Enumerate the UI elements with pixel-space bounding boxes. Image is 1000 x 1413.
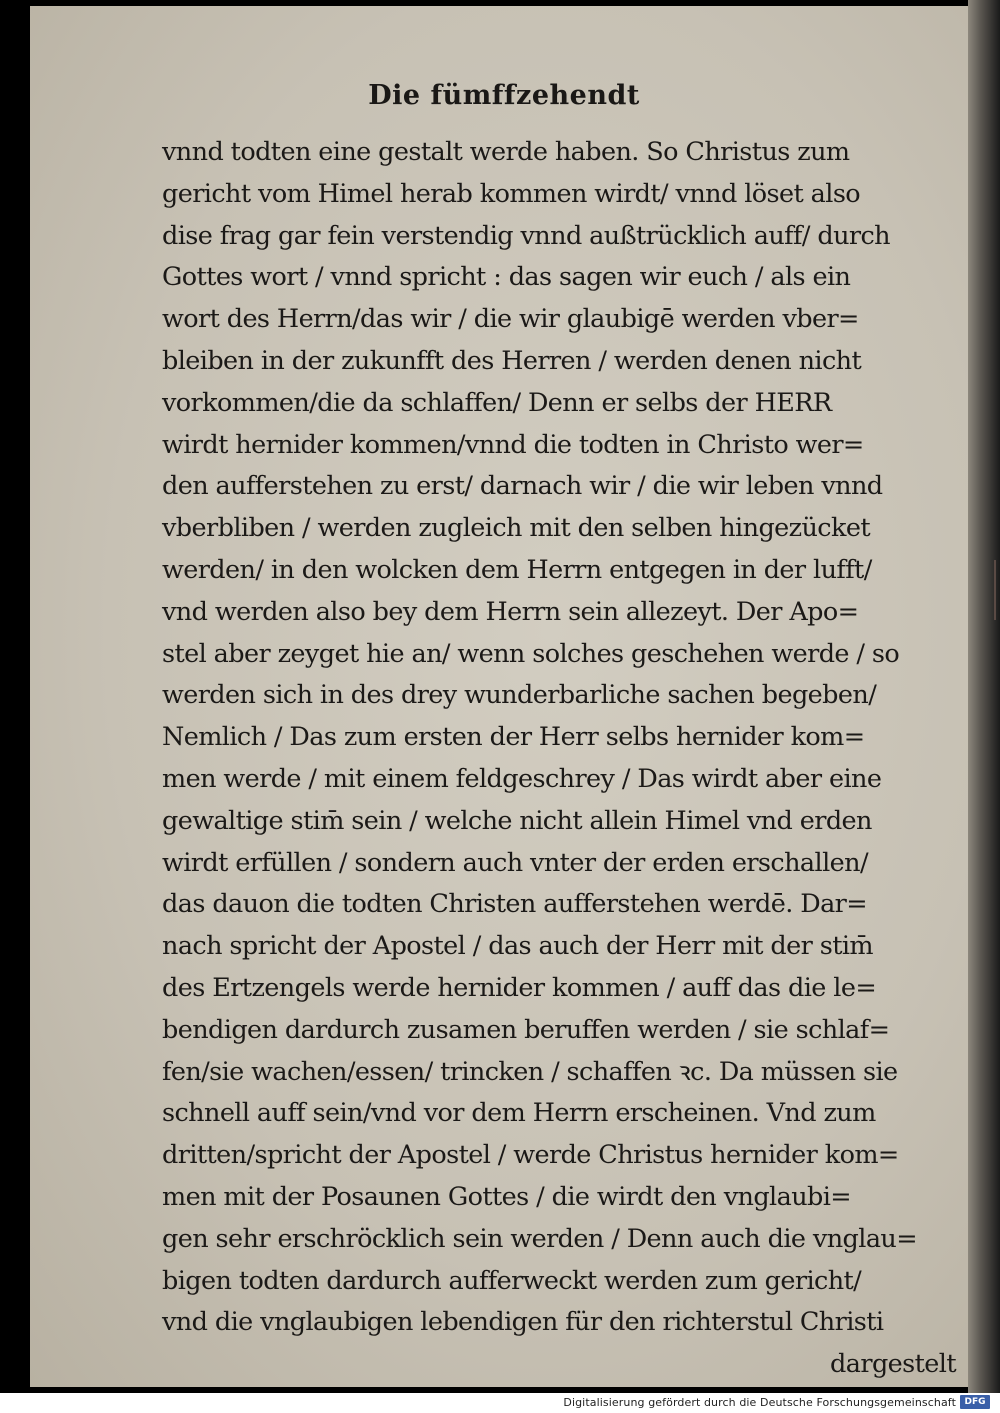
text-line: wirdt erfüllen / sondern auch vnter der erden erschallen/ bbox=[162, 847, 868, 878]
text-line: Nemlich / Das zum ersten der Herr selbs hernider kom= bbox=[162, 722, 865, 753]
text-line: vberbliben / werden zugleich mit den selben hingezücket bbox=[162, 513, 870, 544]
text-line: dritten/spricht der Apostel / werde Christus hernider kom= bbox=[162, 1140, 899, 1171]
text-line: men werde / mit einem feldgeschrey / Das wirdt aber eine bbox=[162, 763, 882, 794]
text-line: nach spricht der Apostel / das auch der Herr mit der stim̄ bbox=[162, 931, 873, 962]
text-line: den aufferstehen zu erst/ darnach wir / die wir leben vnnd bbox=[162, 471, 883, 502]
text-line: werden/ in den wolcken dem Herrn entgegen in der lufft/ bbox=[162, 554, 872, 585]
text-line: Gottes wort / vnnd spricht : das sagen wir euch / als ein bbox=[162, 262, 851, 293]
text-line: das dauon die todten Christen aufferstehen werdē. Dar= bbox=[162, 889, 868, 920]
body-text bbox=[162, 132, 956, 1386]
text-line: dise frag gar fein verstendig vnnd außtrücklich auff/ durch bbox=[162, 220, 890, 251]
text-line: vnd die vnglaubigen lebendigen für den richterstul Christi bbox=[162, 1307, 884, 1338]
page-header: Die fümffzehendt bbox=[368, 80, 640, 111]
text-line: wort des Herrn/das wir / die wir glaubigē werden vber= bbox=[162, 304, 859, 335]
text-line: schnell auff sein/vnd vor dem Herrn erscheinen. Vnd zum bbox=[162, 1098, 876, 1129]
text-line: bleiben in der zukunfft des Herren / werden denen nicht bbox=[162, 345, 862, 376]
gutter-mark bbox=[994, 560, 996, 620]
text-line: fen/sie wachen/essen/ trincken / schaffen ꝛc. Da müssen sie bbox=[162, 1056, 898, 1087]
book-page bbox=[30, 6, 978, 1387]
text-line: gewaltige stim̄ sein / welche nicht allein Himel vnd erden bbox=[162, 805, 872, 836]
text-line: vnd werden also bey dem Herrn sein allezeyt. Der Apo= bbox=[162, 596, 859, 627]
dfg-logo: DFG bbox=[960, 1395, 990, 1409]
text-line: bigen todten dardurch aufferweckt werden zum gericht/ bbox=[162, 1265, 862, 1296]
text-line: gen sehr erschröcklich sein werden / Denn auch die vnglau= bbox=[162, 1223, 918, 1254]
text-line: vnnd todten eine gestalt werde haben. So Christus zum bbox=[162, 137, 850, 167]
funding-credit: Digitalisierung gefördert durch die Deutsche Forschungsgemeinschaft bbox=[563, 1396, 956, 1409]
catchword: dargestelt bbox=[830, 1349, 956, 1380]
text-line: stel aber zeyget hie an/ wenn solches geschehen werde / so bbox=[162, 638, 900, 669]
text-line: gericht vom Himel herab kommen wirdt/ vnnd löset also bbox=[162, 178, 861, 209]
text-line: werden sich in des drey wunderbarliche sachen begeben/ bbox=[162, 680, 877, 711]
page-gutter bbox=[968, 0, 1000, 1393]
text-line: bendigen dardurch zusamen beruffen werden / sie schlaf= bbox=[162, 1014, 890, 1045]
footer-bar bbox=[0, 1393, 1000, 1413]
text-line: wirdt hernider kommen/vnnd die todten in Christo wer= bbox=[162, 429, 864, 460]
text-line: men mit der Posaunen Gottes / die wirdt den vnglaubi= bbox=[162, 1181, 852, 1212]
text-line: des Ertzengels werde hernider kommen / auff das die le= bbox=[162, 972, 877, 1003]
text-line: vorkommen/die da schlaffen/ Denn er selbs der HERR bbox=[162, 387, 832, 418]
